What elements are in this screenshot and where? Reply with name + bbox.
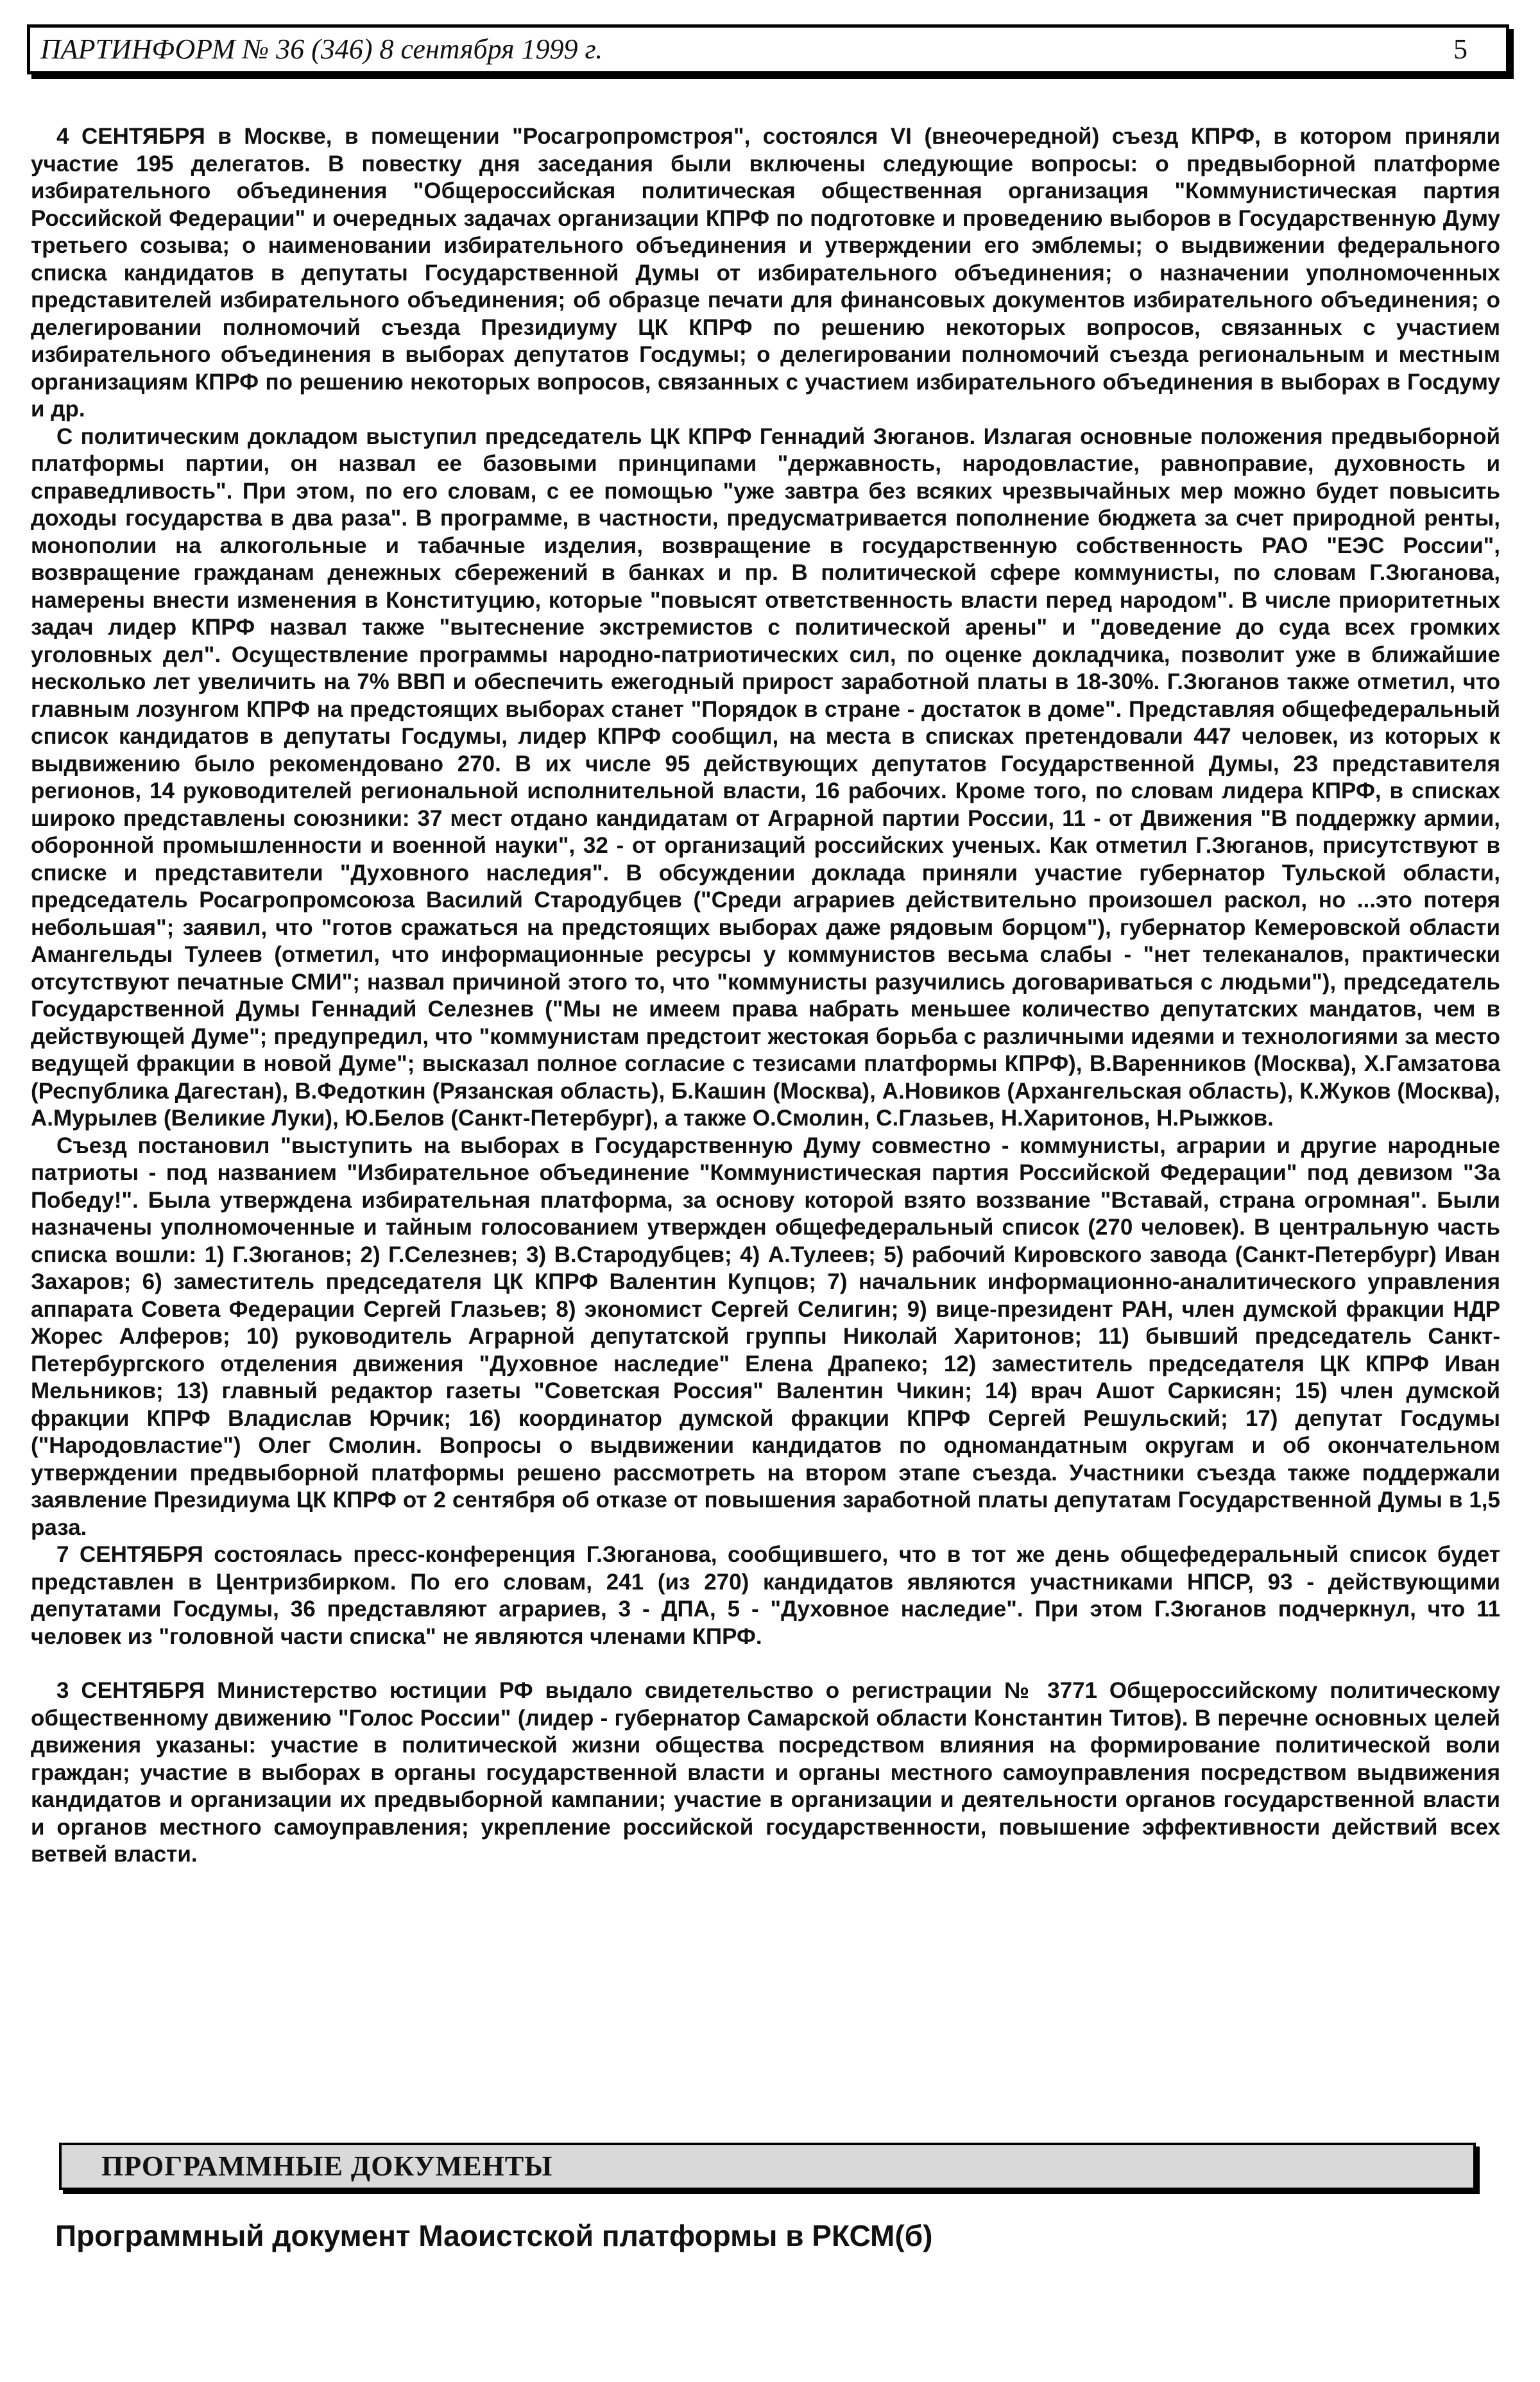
page-number: 5 (1453, 33, 1467, 65)
document-title: Программный документ Маоистской платформы в РКСМ(б) (55, 2219, 933, 2252)
paragraph-press-conference: 7 СЕНТЯБРЯ состоялась пресс-конференция Г.Зюганова, сообщившего, что в тот же день общефедеральный список будет представлен в Центризбирком. По его словам, 241 (из 270) кандидатов являются участниками НПСР, 93 - действующими депутатами Госдумы, 36 представляют аграриев, 3 - ДПА, 5 - "Духовное наследие". При этом Г.Зюганов подчеркнул, что 11 человек из "головной части списка" не являются членами КПРФ. (31, 1542, 1500, 1649)
section-heading: ПРОГРАММНЫЕ ДОКУМЕНТЫ (101, 2150, 553, 2182)
paragraph-report: С политическим докладом выступил председатель ЦК КПРФ Геннадий Зюганов. Излагая основные положения предвыборной платформы партии, он назвал ее базовыми принципами "державность, народовластие, равноправие, духовность и справедливость". При этом, по его словам, с ее помощью "уже завтра без всяких чрезвычайных мер можно будет повысить доходы государства в два раза". В программе, в частности, предусматривается пополнение бюджета за счет природной ренты, монополии на алкогольные и табачные изделия, возвращение в государственную собственность РАО "ЕЭС России", возвращение гражданам денежных сбережений в банках и пр. В политической сфере коммунисты, по словам Г.Зюганова, намерены внести изменения в Конституцию, которые "повысят ответственность власти перед народом". В числе приоритетных задач лидер КПРФ назвал также "вытеснение экстремистов с политической арены" и "доведение до суда всех громких уголовных дел". Осуществление программы народно-патриотических сил, по оценке докладчика, позволит уже в ближайшие несколько лет увеличить на 7% ВВП и обеспечить ежегодный прирост заработной платы в 18-30%. Г.Зюганов также отметил, что главным лозунгом КПРФ на предстоящих выборах станет "Порядок в стране - достаток в доме". Представляя общефедеральный список кандидатов в депутаты Госдумы, лидер КПРФ сообщил, на места в списках претендовали 447 человек, из которых к выдвижению было рекомендовано 270. В их числе 95 действующих депутатов Государственной Думы, 23 представителя регионов, 14 руководителей региональной исполнительной власти, 16 рабочих. Кроме того, по словам лидера КПРФ, в списках широко представлены союзники: 37 мест отдано кандидатам от Аграрной партии России, 11 - от Движения "В поддержку армии, оборонной промышленности и военной науки", 32 - от организаций российских ученых. Как отметил Г.Зюганов, присутствуют в списке и представители "Духовного наследия". В обсуждении доклада приняли участие губернатор Тульской области, председатель Росагропромсоюза Василий Стародубцев ("Среди аграриев действительно произошел раскол, но ...это потеря небольшая"; заявил, что "готов сражаться на предстоящих выборах даже рядовым борцом"), губернатор Кемеровской области Амангельды Тулеев (отметил, что информационные ресурсы у коммунистов весьма слабы - "нет телеканалов, практически отсутствуют печатные СМИ"; назвал причиной этого то, что "коммунисты разучились договариваться с людьми"), председатель Государственной Думы Геннадий Селезнев ("Мы не имеем права набрать меньшее количество депутатских мандатов, чем в действующей Думе"; предупредил, что "коммунистам предстоит жестокая борьба с различными идеями и технологиями за место ведущей фракции в новой Думе"; высказал полное согласие с тезисами платформы КПРФ), В.Варенников (Москва), Х.Гамзатова (Республика Дагестан), В.Федоткин (Рязанская область), Б.Кашин (Москва), А.Новиков (Архангельская область), К.Жуков (Москва), А.Мурылев (Великие Луки), Ю.Белов (Санкт-Петербург), а также О.Смолин, С.Глазьев, Н.Харитонов, Н.Рыжков. (31, 424, 1500, 1131)
paragraph-registration: 3 СЕНТЯБРЯ Министерство юстиции РФ выдало свидетельство о регистрации № 3771 Общероссийскому политическому общественному движению "Голос России" (лидер - губернатор Самарской области Константин Титов). В перечне основных целей движения указаны: участие в политической жизни общества посредством влияния на формирование политической воли граждан; участие в выборах в органы государственной власти и органы местного самоуправления посредством выдвижения кандидатов и организации их предвыборной кампании; участие в организации и деятельности органов государственной власти и органов местного самоуправления; укрепление российской государственности, повышение эффективности действий всех ветвей власти. (31, 1678, 1500, 1867)
paragraph-resolution: Съезд постановил "выступить на выборах в Государственную Думу совместно - коммунисты, аграрии и другие народные патриоты - под названием "Избирательное объединение "Коммунистическая партия Российской Федерации" под девизом "За Победу!". Была утверждена избирательная платформа, за основу которой взято воззвание "Вставай, страна огромная". Были назначены уполномоченные и тайным голосованием утвержден общефедеральный список (270 человек). В центральную часть списка вошли: 1) Г.Зюганов; 2) Г.Селезнев; 3) В.Стародубцев; 4) А.Тулеев; 5) рабочий Кировского завода (Санкт-Петербург) Иван Захаров; 6) заместитель председателя ЦК КПРФ Валентин Купцов; 7) начальник информационно-аналитического управления аппарата Совета Федерации Сергей Глазьев; 8) экономист Сергей Селигин; 9) вице-президент РАН, член думской фракции НДР Жорес Алферов; 10) руководитель Аграрной депутатской группы Николай Харитонов; 11) бывший председатель Санкт-Петербургского отделения движения "Духовное наследие" Елена Драпеко; 12) заместитель председателя ЦК КПРФ Иван Мельников; 13) главный редактор газеты "Советская Россия" Валентин Чикин; 14) врач Ашот Саркисян; 15) член думской фракции КПРФ Владислав Юрчик; 16) координатор думской фракции КПРФ Сергей Решульский; 17) депутат Госдумы ("Народовластие") Олег Смолин. Вопросы о выдвижении кандидатов по одномандатным округам и об окончательном утверждении предвыборной платформы решено рассмотреть на втором этапе съезда. Участники съезда также поддержали заявление Президиума ЦК КПРФ от 2 сентября об отказе от повышения заработной платы депутатам Государственной Думы в 1,5 раза. (31, 1133, 1500, 1540)
paragraph-congress: 4 СЕНТЯБРЯ в Москве, в помещении "Росагропромстроя", состоялся VI (внеочередной) съезд КПРФ, в котором приняли участие 195 делегатов. В повестку дня заседания были включены следующие вопросы: о предвыборной платформе избирательного объединения "Общероссийская политическая общественная организация "Коммунистическая партия Российской Федерации" и очередных задачах организации КПРФ по подготовке и проведению выборов в Государственную Думу третьего созыва; о наименовании избирательного объединения и утверждении его эмблемы; о выдвижении федерального списка кандидатов в депутаты Государственной Думы от избирательного объединения; о назначении уполномоченных представителей избирательного объединения; об образце печати для финансовых документов избирательного объединения; о делегировании полномочий съезда Президиуму ЦК КПРФ по решению некоторых вопросов, связанных с участием избирательного объединения в выборах депутатов Госдумы; о делегировании полномочий съезда региональным и местным организациям КПРФ по решению некоторых вопросов, связанных с участием избирательного объединения в выборах в Госдуму и др. (31, 124, 1500, 422)
publication-title: ПАРТИНФОРМ № 36 (346) 8 сентября 1999 г. (40, 33, 603, 65)
section-banner (59, 2143, 1476, 2190)
page-header (27, 24, 1509, 74)
news-article (31, 123, 1500, 1869)
